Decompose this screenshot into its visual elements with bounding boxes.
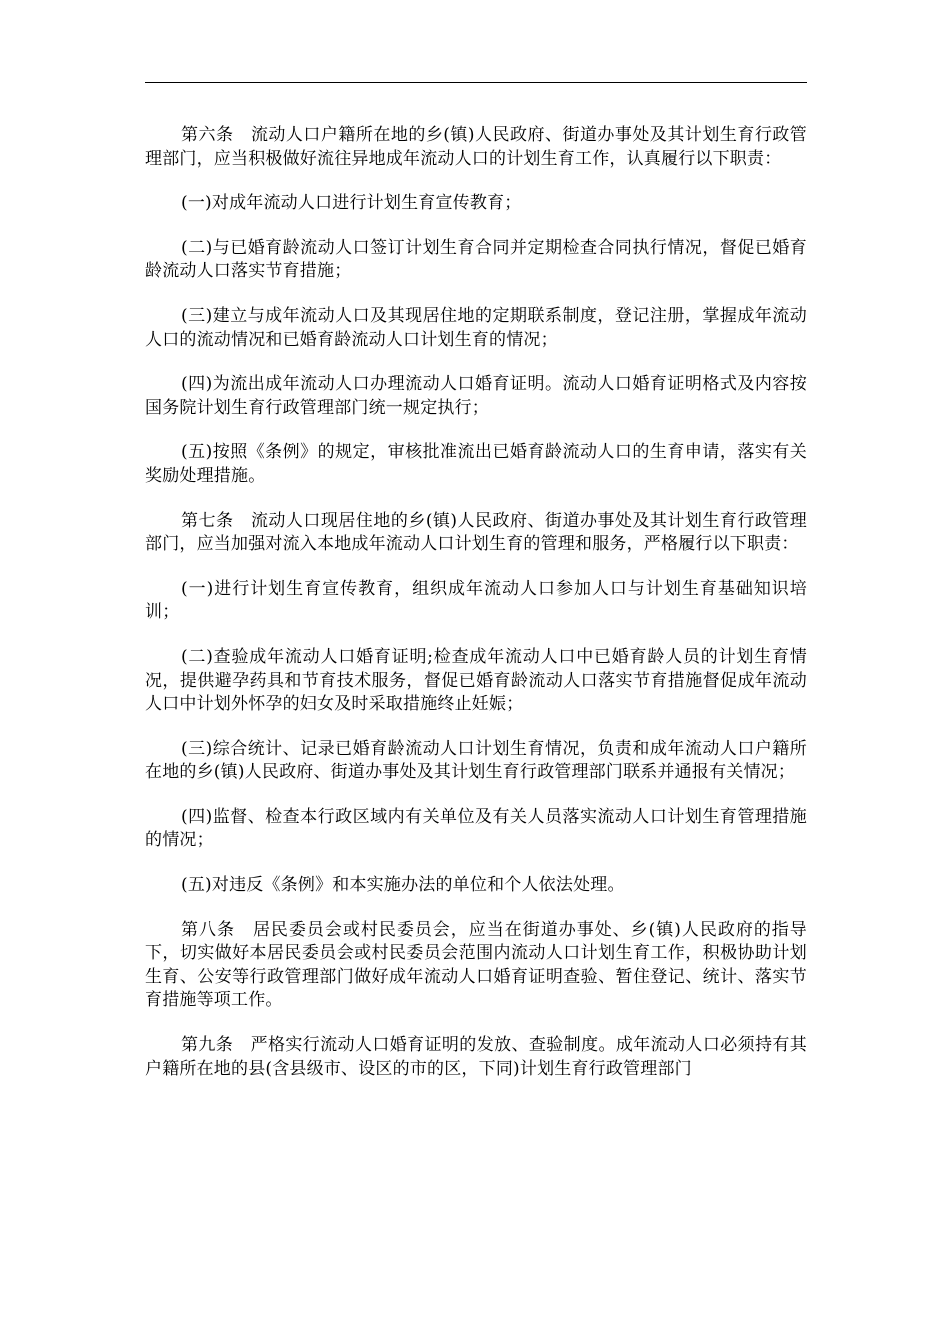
- paragraph-article-6-item-1: (一)对成年流动人口进行计划生育宣传教育；: [181, 193, 522, 214]
- paragraph-article-6-item-3: (三)建立与成年流动人口及其现居住地的定期联系制度，登记注册，掌握成年流动人口的流动情况和已婚育龄流动人口计划生育的情况；: [145, 305, 807, 350]
- document-page: [145, 0, 807, 1344]
- paragraph-article-6-item-4: (四)为流出成年流动人口办理流动人口婚育证明。流动人口婚育证明格式及内容按国务院计划生育行政管理部门统一规定执行；: [145, 374, 807, 418]
- paragraph-article-7-item-2: (二)查验成年流动人口婚育证明;检查成年流动人口中已婚育龄人员的计划生育情况，提供避孕药具和节育技术服务，督促已婚育龄流动人口落实节育措施督促成年流动人口中计划外怀孕的妇女及时采取措施终止妊娠；: [145, 646, 807, 715]
- paragraph-article-7-item-3: (三)综合统计、记录已婚育龄流动人口计划生育情况，负责和成年流动人口户籍所在地的乡(镇)人民政府、街道办事处及其计划生育行政管理部门联系并通报有关情况；: [145, 738, 807, 783]
- document-body: [145, 124, 807, 1102]
- paragraph-article-7-item-5: (五)对违反《条例》和本实施办法的单位和个人依法处理。: [181, 875, 625, 896]
- paragraph-article-6-item-2: (二)与已婚育龄流动人口签订计划生育合同并定期检查合同执行情况，督促已婚育龄流动人口落实节育措施；: [145, 237, 807, 282]
- paragraph-article-7-item-1: (一)进行计划生育宣传教育，组织成年流动人口参加人口与计划生育基础知识培训；: [145, 578, 807, 623]
- paragraph-article-9: 第九条 严格实行流动人口婚育证明的发放、查验制度。成年流动人口必须持有其户籍所在地的县(含县级市、设区的市的区，下同)计划生育行政管理部门: [145, 1035, 807, 1079]
- paragraph-article-6-item-5: (五)按照《条例》的规定，审核批准流出已婚育龄流动人口的生育申请，落实有关奖励处理措施。: [145, 442, 807, 486]
- paragraph-article-6: 第六条 流动人口户籍所在地的乡(镇)人民政府、街道办事处及其计划生育行政管理部门，应当积极做好流往异地成年流动人口的计划生育工作，认真履行以下职责：: [145, 125, 807, 169]
- paragraph-article-8: 第八条 居民委员会或村民委员会，应当在街道办事处、乡(镇)人民政府的指导下，切实做好本居民委员会或村民委员会范围内流动人口计划生育工作，积极协助计划生育、公安等行政管理部门做好成年流动人口婚育证明查验、暂住登记、统计、落实节育措施等项工作。: [145, 919, 807, 1011]
- paragraph-article-7-item-4: (四)监督、检查本行政区域内有关单位及有关人员落实流动人口计划生育管理措施的情况；: [145, 806, 807, 851]
- header-rule: [145, 82, 807, 83]
- paragraph-article-7: 第七条 流动人口现居住地的乡(镇)人民政府、街道办事处及其计划生育行政管理部门，应当加强对流入本地成年流动人口计划生育的管理和服务，严格履行以下职责：: [145, 510, 807, 555]
